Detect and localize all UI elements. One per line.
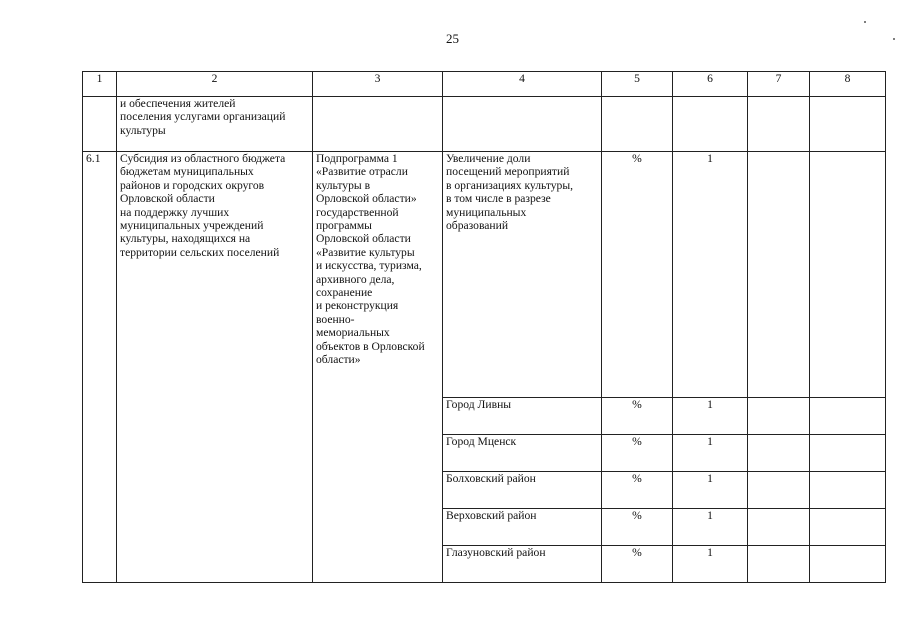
municipality-name: Город Мценск xyxy=(443,435,602,472)
municipality-name: Город Ливны xyxy=(443,398,602,435)
column-number-6: 6 xyxy=(673,72,748,97)
table-cell xyxy=(748,435,810,472)
row-number: 6.1 xyxy=(83,152,117,583)
unit-cell: % xyxy=(602,546,673,583)
unit-cell: % xyxy=(602,435,673,472)
unit-cell: % xyxy=(602,152,673,398)
value-cell: 1 xyxy=(673,152,748,398)
value-cell: 1 xyxy=(673,398,748,435)
municipality-name: Болховский район xyxy=(443,472,602,509)
table-cell xyxy=(810,398,886,435)
table-cell xyxy=(810,472,886,509)
table-cell xyxy=(810,509,886,546)
unit-cell: % xyxy=(602,509,673,546)
table-cell xyxy=(313,97,443,152)
table-cell xyxy=(443,97,602,152)
table-cell xyxy=(748,509,810,546)
table-row-6-1 xyxy=(83,152,886,398)
subsidy-description: Субсидия из областного бюджета бюджетам муниципальных районов и городских округов Орловской области на поддержку лучших муниципальных учреждений культуры, находящихся на территории сельских поселений xyxy=(117,152,313,583)
continuation-text: и обеспечения жителей поселения услугами организаций культуры xyxy=(117,97,313,152)
column-number-7: 7 xyxy=(748,72,810,97)
municipality-name: Верховский район xyxy=(443,509,602,546)
table-cell xyxy=(748,472,810,509)
value-cell: 1 xyxy=(673,472,748,509)
table-cell xyxy=(83,97,117,152)
indicator-name: Увеличение доли посещений мероприятий в организациях культуры, в том числе в разрезе муниципальных образований xyxy=(443,152,602,398)
table-cell xyxy=(810,546,886,583)
value-cell: 1 xyxy=(673,546,748,583)
table-row-continuation xyxy=(83,97,886,152)
column-number-8: 8 xyxy=(810,72,886,97)
table-cell xyxy=(810,97,886,152)
municipality-name: Глазуновский район xyxy=(443,546,602,583)
column-number-5: 5 xyxy=(602,72,673,97)
column-number-3: 3 xyxy=(313,72,443,97)
table-cell xyxy=(748,398,810,435)
column-number-1: 1 xyxy=(83,72,117,97)
indicator-table xyxy=(82,71,886,583)
scan-speck xyxy=(864,21,866,23)
table-cell xyxy=(673,97,748,152)
column-number-2: 2 xyxy=(117,72,313,97)
table-cell xyxy=(602,97,673,152)
header-row xyxy=(83,72,886,97)
table-cell xyxy=(810,435,886,472)
page-number: 25 xyxy=(446,31,459,46)
value-cell: 1 xyxy=(673,435,748,472)
table-cell xyxy=(810,152,886,398)
subprogram-name: Подпрограмма 1 «Развитие отрасли культуры в Орловской области» государственной программы Орловской области «Развитие культуры и искусства, туризма, архивного дела, сохранение и реконструкция военно- мемориальных объектов в Орловской области» xyxy=(313,152,443,583)
table-cell xyxy=(748,97,810,152)
unit-cell: % xyxy=(602,472,673,509)
column-number-4: 4 xyxy=(443,72,602,97)
table-cell xyxy=(748,546,810,583)
table-cell xyxy=(748,152,810,398)
scan-speck xyxy=(893,38,895,40)
unit-cell: % xyxy=(602,398,673,435)
value-cell: 1 xyxy=(673,509,748,546)
